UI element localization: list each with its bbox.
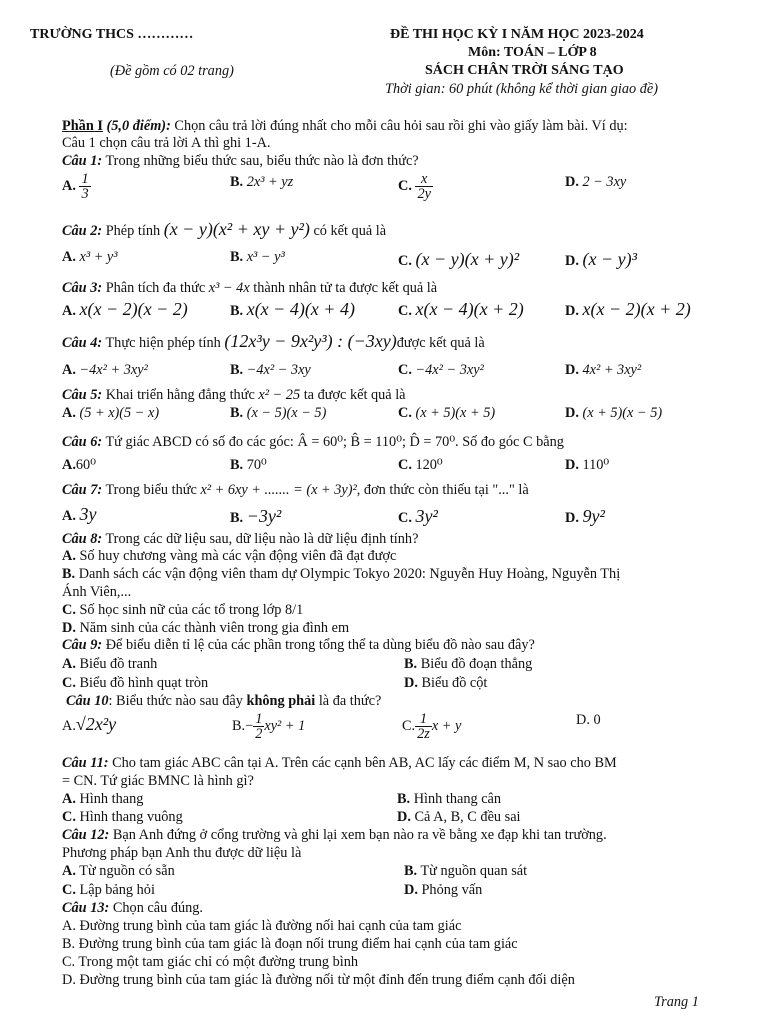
q7-option-a: A. 3y [62,504,97,524]
q13-option-a: A. Đường trung bình của tam giác là đường nối hai cạnh của tam giác [62,918,462,934]
part1-example: Câu 1 chọn câu trả lời A thì ghi 1-A. [62,135,271,151]
q8-option-b: B. Danh sách các vận động viên tham dự Olympic Tokyo 2020: Nguyễn Huy Hoàng, Nguyễn Thị [62,566,621,582]
school-name: TRƯỜNG THCS ………… [30,27,194,42]
q11-option-b: B. Hình thang cân [397,791,502,807]
q4-option-a: A. −4x² + 3xy² [62,362,148,378]
q12-option-a: A. Từ nguồn có sẵn [62,863,175,879]
q11-option-d: D. Cả A, B, C đều sai [397,809,521,825]
q8-option-b-cont: Ánh Viên,... [62,584,132,600]
q11-option-c: C. Hình thang vuông [62,809,183,825]
question-7: Câu 7: Trong biểu thức x² + 6xy + ....... = (x + 3y)², đơn thức còn thiếu tại "..." là [62,482,529,498]
question-label: Câu 1: [62,153,103,169]
q3-option-c: C. x(x − 4)(x + 2) [398,299,524,319]
q9-option-c: C. Biểu đồ hình quạt tròn [62,675,209,691]
exam-title: ĐỀ THI HỌC KỲ I NĂM HỌC 2023-2024 [390,27,644,42]
q9-option-b: B. Biểu đồ đoạn thẳng [404,656,533,672]
q7-option-c: C. 3y² [398,506,438,526]
q12-option-b: B. Từ nguồn quan sát [404,863,528,879]
question-11-cont: = CN. Tứ giác BMNC là hình gì? [62,773,254,789]
q13-option-c: C. Trong một tam giác chỉ có một đường trung bình [62,954,359,970]
question-9: Câu 9: Để biểu diễn tỉ lệ của các phần trong tổng thể ta dùng biểu đồ nào sau đây? [62,637,535,653]
q10-option-d: D. 0 [576,712,601,728]
question-11: Câu 11: Cho tam giác ABC cân tại A. Trên các cạnh bên AB, AC lấy các điểm M, N sao cho BM [62,755,617,771]
q7-option-d: D. 9y² [565,506,605,526]
q6-option-b: B. 70⁰ [230,457,267,473]
q5-option-c: C. (x + 5)(x + 5) [398,405,496,421]
q4-option-d: D. 4x² + 3xy² [565,362,642,378]
part1-instruction-text: Chọn câu trả lời đúng nhất cho mỗi câu hỏi sau rồi ghi vào giấy làm bài. Ví dụ: [174,118,628,134]
exam-book: SÁCH CHÂN TRỜI SÁNG TẠO [425,63,624,78]
q6-option-a: A.60⁰ [62,457,96,473]
pages-note: (Đề gồm có 02 trang) [110,63,234,79]
q12-option-d: D. Phỏng vấn [404,882,483,898]
q9-option-a: A. Biểu đồ tranh [62,656,158,672]
q11-option-a: A. Hình thang [62,791,144,807]
question-4: Câu 4: Thực hiện phép tính (12x³y − 9x²y³) : (−3xy)được kết quả là [62,331,485,351]
q2-option-d: D. (x − y)³ [565,249,637,269]
q1-option-d: D. 2 − 3xy [565,174,627,190]
q6-option-d: D. 110⁰ [565,457,610,473]
fraction: $\frac{1}{2}$ [255,711,263,743]
q2-option-c: C. (x − y)(x + y)² [398,249,520,269]
question-6: Câu 6: Tứ giác ABCD có số đo các góc: Â = 60⁰; B̂ = 110⁰; D̂ = 70⁰. Số đo góc C bằng [62,434,564,450]
question-10: Câu 10: Biểu thức nào sau đây không phải là đa thức? [66,693,382,709]
exam-time: Thời gian: 60 phút (không kể thời gian giao đề) [385,81,658,97]
q3-option-d: D. x(x − 2)(x + 2) [565,299,691,319]
q13-option-b: B. Đường trung bình của tam giác là đoạn nối trung điểm hai cạnh của tam giác [62,936,518,952]
fraction: $\frac{1}{2z}$ [417,711,430,743]
q9-option-d: D. Biểu đồ cột [404,675,488,691]
q1-option-b: B. 2x³ + yz [230,174,294,190]
q12-option-c: C. Lập bảng hỏi [62,882,155,898]
question-12: Câu 12: Bạn Anh đứng ở cổng trường và ghi lại xem bạn nào ra về bằng xe đạp khi tan trường. [62,827,607,843]
part1-label: Phần I [62,118,103,134]
q1-option-c: C. $\frac{x}{2y}$ [398,171,431,203]
option-letter: A. [62,178,76,195]
question-2: Câu 2: Phép tính (x − y)(x² + xy + y²) có kết quả là [62,219,387,239]
question-13: Câu 13: Chọn câu đúng. [62,900,203,916]
q8-option-a: A. Số huy chương vàng mà các vận động viên đã đạt được [62,548,397,564]
q1-option-a [62,172,91,202]
question-12-cont: Phương pháp bạn Anh thu được dữ liệu là [62,845,302,861]
question-3: Câu 3: Phân tích đa thức x³ − 4x thành nhân tử ta được kết quả là [62,280,438,296]
part1-instruction [62,119,628,134]
exam-subject: Môn: TOÁN – LỚP 8 [468,45,597,60]
fraction: $\frac{1}{3}$ [81,171,89,203]
q10-option-b: B.− $\frac{1}{2}$ xy² + 1 [232,711,306,743]
page-number: Trang 1 [654,994,699,1010]
q13-option-d: D. Đường trung bình của tam giác là đường nối từ một đỉnh đến trung điểm cạnh đối diện [62,972,575,988]
q6-option-c: C. 120⁰ [398,457,443,473]
q3-option-a: A. x(x − 2)(x − 2) [62,299,188,319]
question-8: Câu 8: Trong các dữ liệu sau, dữ liệu nào là dữ liệu định tính? [62,531,419,547]
q2-option-b: B. x³ − y³ [230,249,285,265]
question-text: Trong những biểu thức sau, biểu thức nào là đơn thức? [105,153,419,169]
q7-option-b: B. −3y² [230,506,282,526]
q5-option-a: A. (5 + x)(5 − x) [62,405,160,421]
fraction: $\frac{x}{2y}$ [417,171,431,203]
q3-option-b: B. x(x − 4)(x + 4) [230,299,355,319]
q5-option-d: D. (x + 5)(x − 5) [565,405,663,421]
q5-option-b: B. (x − 5)(x − 5) [230,405,327,421]
q8-option-d: D. Năm sinh của các thành viên trong gia đình em [62,620,350,636]
q4-option-c: C. −4x² − 3xy² [398,362,484,378]
q8-option-c: C. Số học sinh nữ của các tổ trong lớp 8/1 [62,602,304,618]
question-5: Câu 5: Khai triển hằng đẳng thức x² − 25 ta được kết quả là [62,387,406,403]
question-1 [62,154,419,169]
part1-points: (5,0 điểm): [106,118,171,134]
q2-option-a: A. x³ + y³ [62,249,118,265]
q10-option-a: A.√2x²y [62,714,117,734]
q10-option-c: C. $\frac{1}{2z}$ x + y [402,711,462,743]
q4-option-b: B. −4x² − 3xy [230,362,311,378]
